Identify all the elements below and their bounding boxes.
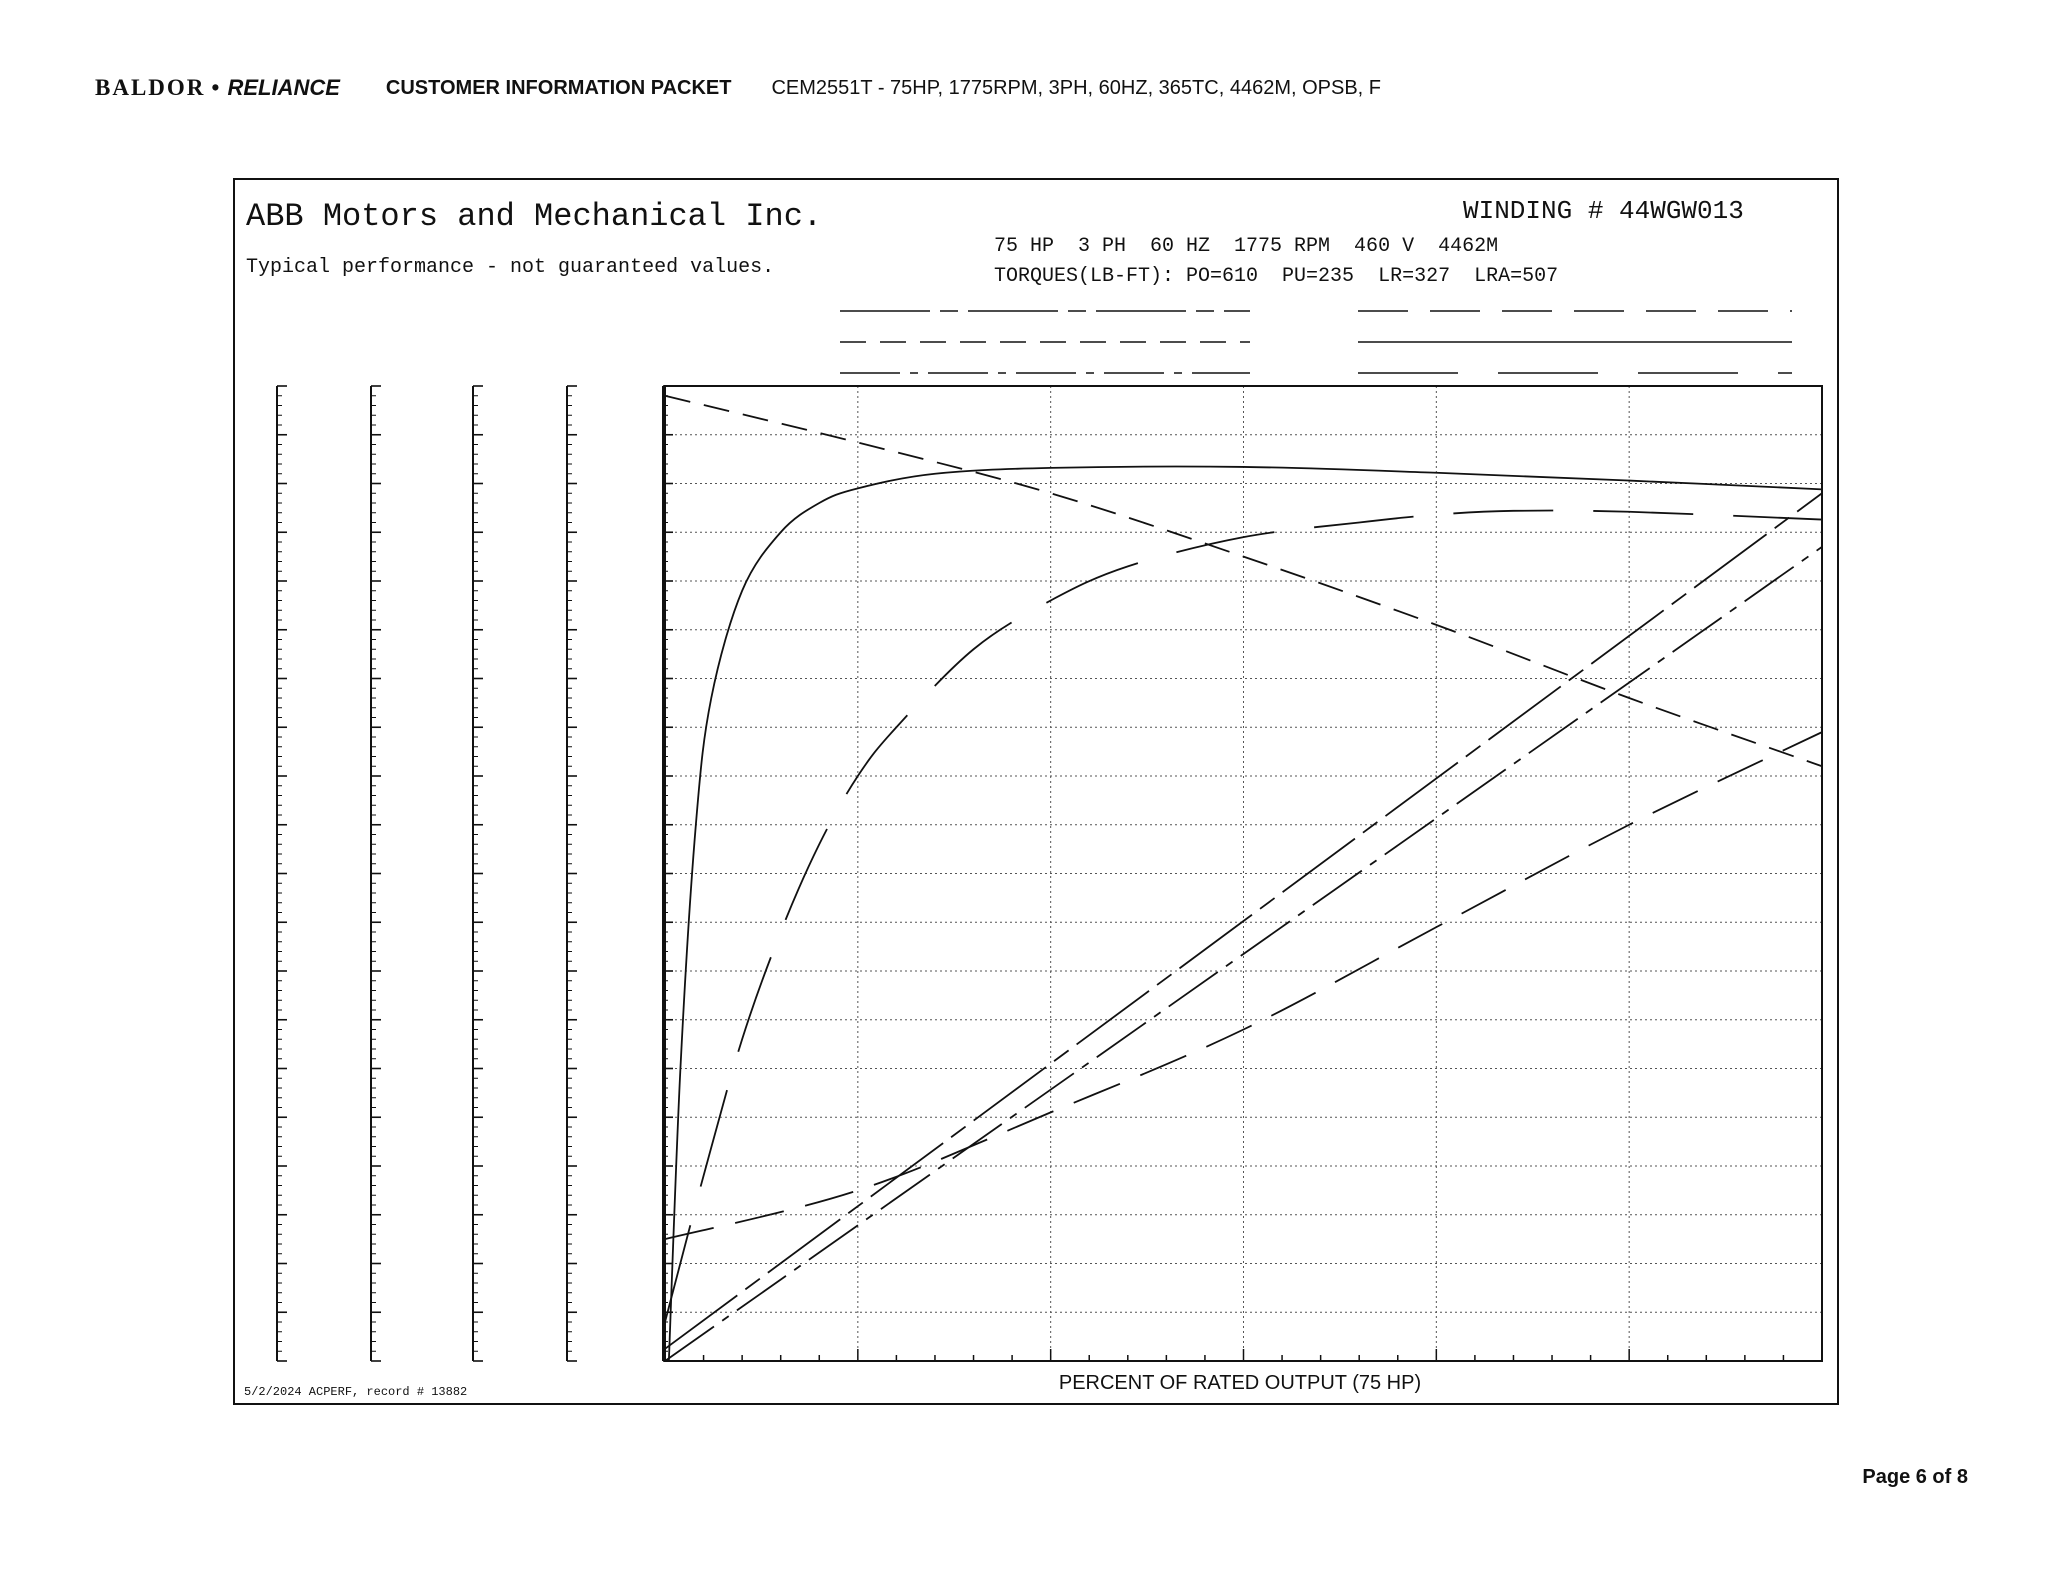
chart-title: ABB Motors and Mechanical Inc. <box>246 198 823 235</box>
packet-title: CUSTOMER INFORMATION PACKET <box>385 76 732 99</box>
footer-note: 5/2/2024 ACPERF, record # 13882 <box>244 1385 468 1399</box>
performance-chart <box>235 180 1837 1403</box>
chart-subtitle: Typical performance - not guaranteed values. <box>246 256 775 279</box>
series-line-amps <box>665 732 1822 1239</box>
series-line-eff <box>669 467 1822 1361</box>
performance-chart-frame <box>233 178 1839 1405</box>
x-axis-title: PERCENT OF RATED OUTPUT (75 HP) <box>1058 1372 1422 1394</box>
winding-number: WINDING # 44WGW013 <box>1463 196 1744 226</box>
series-line-kw <box>665 547 1822 1361</box>
torques-line: TORQUES(LB-FT): PO=610 PU=235 LR=327 LRA=507 <box>994 265 1559 288</box>
page-number: Page 6 of 8 <box>1862 1466 1968 1488</box>
baldor-reliance-logo: BALDOR • RELIANCE <box>95 75 340 100</box>
model-description: CEM2551T - 75HP, 1775RPM, 3PH, 60HZ, 365TC, 4462M, OPSB, F <box>771 76 1381 99</box>
rating-line: 75 HP 3 PH 60 HZ 1775 RPM 460 V 4462M <box>994 235 1499 258</box>
page-header <box>95 70 1381 106</box>
